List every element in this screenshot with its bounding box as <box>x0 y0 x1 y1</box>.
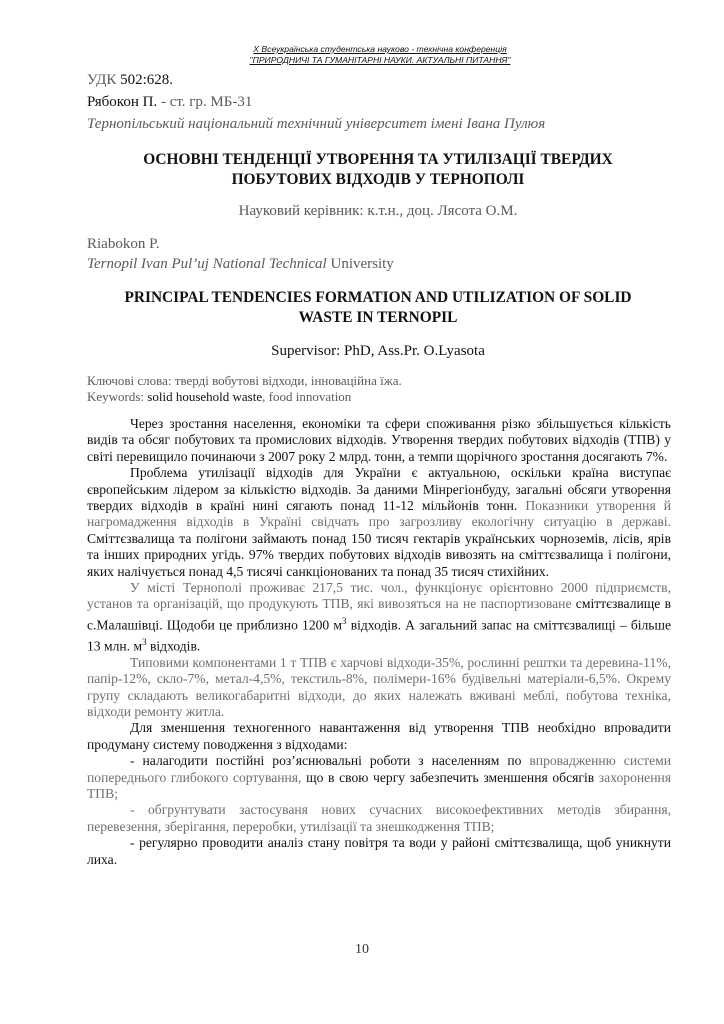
university-ua: Тернопільський національний технічний університет імені Івана Пулюя <box>87 116 546 132</box>
paragraph-3-part-a: У місті Тернополі проживає 217,5 тис. чол., функціонує орієнтовно 2000 підприємств, установ та організацій, що продукують ТПВ, які вивозяться на не паспортизоване <box>87 580 671 612</box>
udc-line <box>87 70 173 90</box>
keywords-en <box>87 389 351 405</box>
keywords-ua: Ключові слова: тверді вобутові відходи, інноваційна їжа. <box>87 373 402 388</box>
university-en-rest: University <box>326 256 394 272</box>
list-item-2: - обгрунтувати застосуваня нових сучасних високоефективних методів збирання, перевезення, зберігання, переробки, утилізації та знешкодження ТПВ; <box>87 802 671 834</box>
conference-title: X Всеукраїнська студентська науково - технічна конференція <box>253 44 507 54</box>
paragraph-5: Для зменшення техногенного навантаження від утворення ТПВ необхідно впровадити продуману систему поводження з відходами: <box>87 720 671 752</box>
paragraph-3 <box>87 580 671 655</box>
list-item-1-part-c: що в свою чергу забезпечить зменшення обсягів <box>301 769 595 785</box>
author-line-ua <box>87 92 252 112</box>
paragraph-2 <box>87 465 671 580</box>
list-item-1-part-a: - налагодити постійні роз’яснювальні роботи з населенням по <box>130 753 522 769</box>
paper-title-en <box>87 288 669 328</box>
paragraph-2-part-c: Сміттєзвалища та полігони займають понад 150 тисяч гектарів українських чорноземів, лісів, ярів та інших природних угідь. 97% твердих побутових відходів вивозять на сміттєзвалища і полігони, яких налічується понад 4,5 тисячі санкціонованих та понад 35 тисяч стихійних. <box>87 530 671 579</box>
superscript-3b: 3 <box>142 636 147 647</box>
supervisor-en: Supervisor: PhD, Ass.Pr. O.Lyasota <box>271 343 485 359</box>
paragraph-3-part-d: відходів. <box>146 638 201 654</box>
paper-title-en-line2: WASTE IN TERNOPIL <box>298 309 458 326</box>
keywords-en-rest: , food innovation <box>262 389 352 404</box>
page-number: 10 <box>355 942 369 957</box>
paragraph-1: Через зростання населення, економіки та сфери споживання різко збільшується кількість видів та обсяг побутових та промислових відходів. Утворення твердих побутових відходів (ТПВ) у світі перевищило починаючи з 2007 року 2 млрд. тонн, а темпи щорічного зростання досягають 7%. <box>87 416 671 464</box>
author-en: Riabokon P. <box>87 236 160 252</box>
university-en <box>87 254 394 274</box>
university-en-italic: Ternopil Ivan Pul’uj National Technical <box>87 256 327 272</box>
superscript-3a: 3 <box>342 615 347 626</box>
list-item-3: - регулярно проводити аналіз стану повітря та води у районі сміттєзвалища, щоб уникнути лиха. <box>87 835 671 867</box>
paper-title-en-line1: PRINCIPAL TENDENCIES FORMATION AND UTILIZATION OF SOLID <box>124 289 632 306</box>
author-name-ua: Рябокон П. <box>87 94 158 110</box>
keywords-en-primary: solid household waste <box>147 389 263 404</box>
paragraph-3-part-b: сміттєзвалище в с.Малашівці. Щодоби це приблизно 1200 м <box>87 596 671 633</box>
keywords-en-label: Keywords: <box>87 389 148 404</box>
paragraph-2-part-a: Проблема утилізації відходів для України є актуальною, оскільки країна виступає європейським лідером за кількістю відходів. За даними Мінрегіонбуду, загальні обсяги утворення твердих відходів в країні нині сягають понад 11-12 мільйонів тонн. <box>87 465 671 514</box>
conference-header <box>180 44 580 66</box>
paper-title-ua-line1: ОСНОВНІ ТЕНДЕНЦІЇ УТВОРЕННЯ ТА УТИЛІЗАЦІЇ ТВЕРДИХ <box>143 151 613 168</box>
paper-title-ua-line2: ПОБУТОВИХ ВІДХОДІВ У ТЕРНОПОЛІ <box>231 171 525 188</box>
conference-theme: "ПРИРОДНИЧІ ТА ГУМАНІТАРНІ НАУКИ. АКТУАЛЬНІ ПИТАННЯ" <box>249 55 511 65</box>
paragraph-4: Типовими компонентами 1 т ТПВ є харчові відходи-35%, рослинні рештки та деревина-11%, папір-12%, скло-7%, метал-4,5%, текстиль-8%, полімери-16% будівельні матеріали-6,5%. Окрему групу складають великогабаритні відходи, до яких належать вживані меблі, побутова техніка, відходи ремонту житла. <box>87 654 671 719</box>
paragraph-3-part-c: відходів. А загальний запас на сміттєзвалищі – більше 13 млн. м <box>87 617 671 654</box>
paragraph-2-part-b: Показники утворення й нагромадження відходів в Україні свідчать про загрозливу екологічну ситуацію в державі. <box>87 498 671 530</box>
list-item-1-part-b: впровадженню системи попереднього глибокого сортування, <box>87 753 672 785</box>
udc-label: УДК <box>87 72 121 88</box>
udc-value: 502:628. <box>120 72 174 88</box>
list-item-1 <box>87 753 671 802</box>
supervisor-ua: Науковий керівник: к.т.н., доц. Лясота О.М. <box>238 203 518 219</box>
paper-title-ua <box>87 150 669 190</box>
author-group-ua: - ст. гр. МБ-31 <box>157 94 253 110</box>
paper-body <box>87 416 671 868</box>
list-item-1-part-d: захоронення ТПВ; <box>87 769 671 801</box>
